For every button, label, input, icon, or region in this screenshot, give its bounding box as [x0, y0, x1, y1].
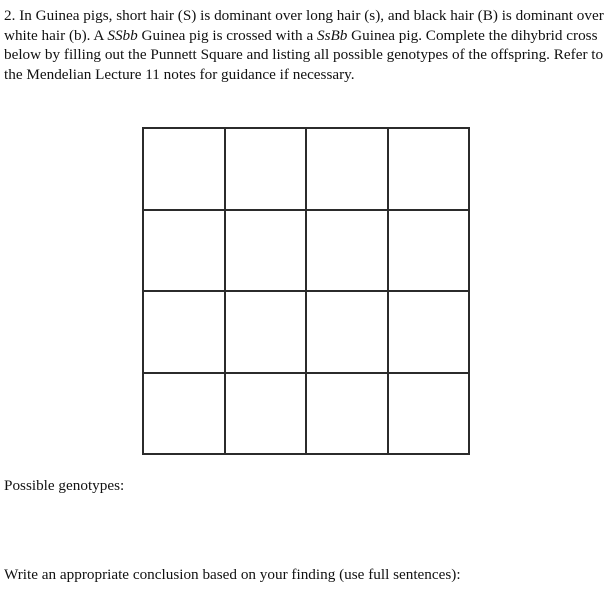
conclusion-prompt: Write an appropriate conclusion based on your finding (use full sentences):	[4, 566, 461, 583]
question-number: 2.	[4, 7, 16, 24]
punnett-square	[142, 127, 470, 455]
punnett-cell[interactable]	[143, 373, 225, 455]
punnett-cell[interactable]	[306, 128, 388, 210]
punnett-cell[interactable]	[225, 373, 307, 455]
punnett-cell[interactable]	[306, 210, 388, 292]
possible-genotypes-label: Possible genotypes:	[4, 477, 125, 494]
punnett-cell[interactable]	[225, 291, 307, 373]
parent1-genotype: SSbb	[107, 26, 138, 44]
punnett-row	[143, 291, 469, 373]
question-rest: Guinea pig. Complete the dihybrid cross below by filling out the Punnett Square and listing all possible genotypes of the offspring. Refer to the Mendelian Lecture 11 notes for guidance if necessary.	[4, 26, 604, 83]
punnett-cell[interactable]	[143, 291, 225, 373]
question-middle: Guinea pig is crossed with a	[137, 26, 317, 44]
punnett-cell[interactable]	[388, 128, 470, 210]
punnett-row	[143, 128, 469, 210]
punnett-cell[interactable]	[225, 128, 307, 210]
punnett-row	[143, 210, 469, 292]
question-text	[4, 6, 612, 84]
punnett-row	[143, 373, 469, 455]
punnett-cell[interactable]	[143, 128, 225, 210]
question-intro: In Guinea pigs, short hair (S) is dominant over long hair (s), and black hair (B) is dominant over white hair (b). A	[4, 7, 604, 44]
punnett-cell[interactable]	[388, 373, 470, 455]
punnett-cell[interactable]	[306, 373, 388, 455]
parent2-genotype: SsBb	[316, 26, 348, 44]
punnett-cell[interactable]	[225, 210, 307, 292]
punnett-cell[interactable]	[306, 291, 388, 373]
punnett-cell[interactable]	[143, 210, 225, 292]
punnett-cell[interactable]	[388, 291, 470, 373]
punnett-cell[interactable]	[388, 210, 470, 292]
